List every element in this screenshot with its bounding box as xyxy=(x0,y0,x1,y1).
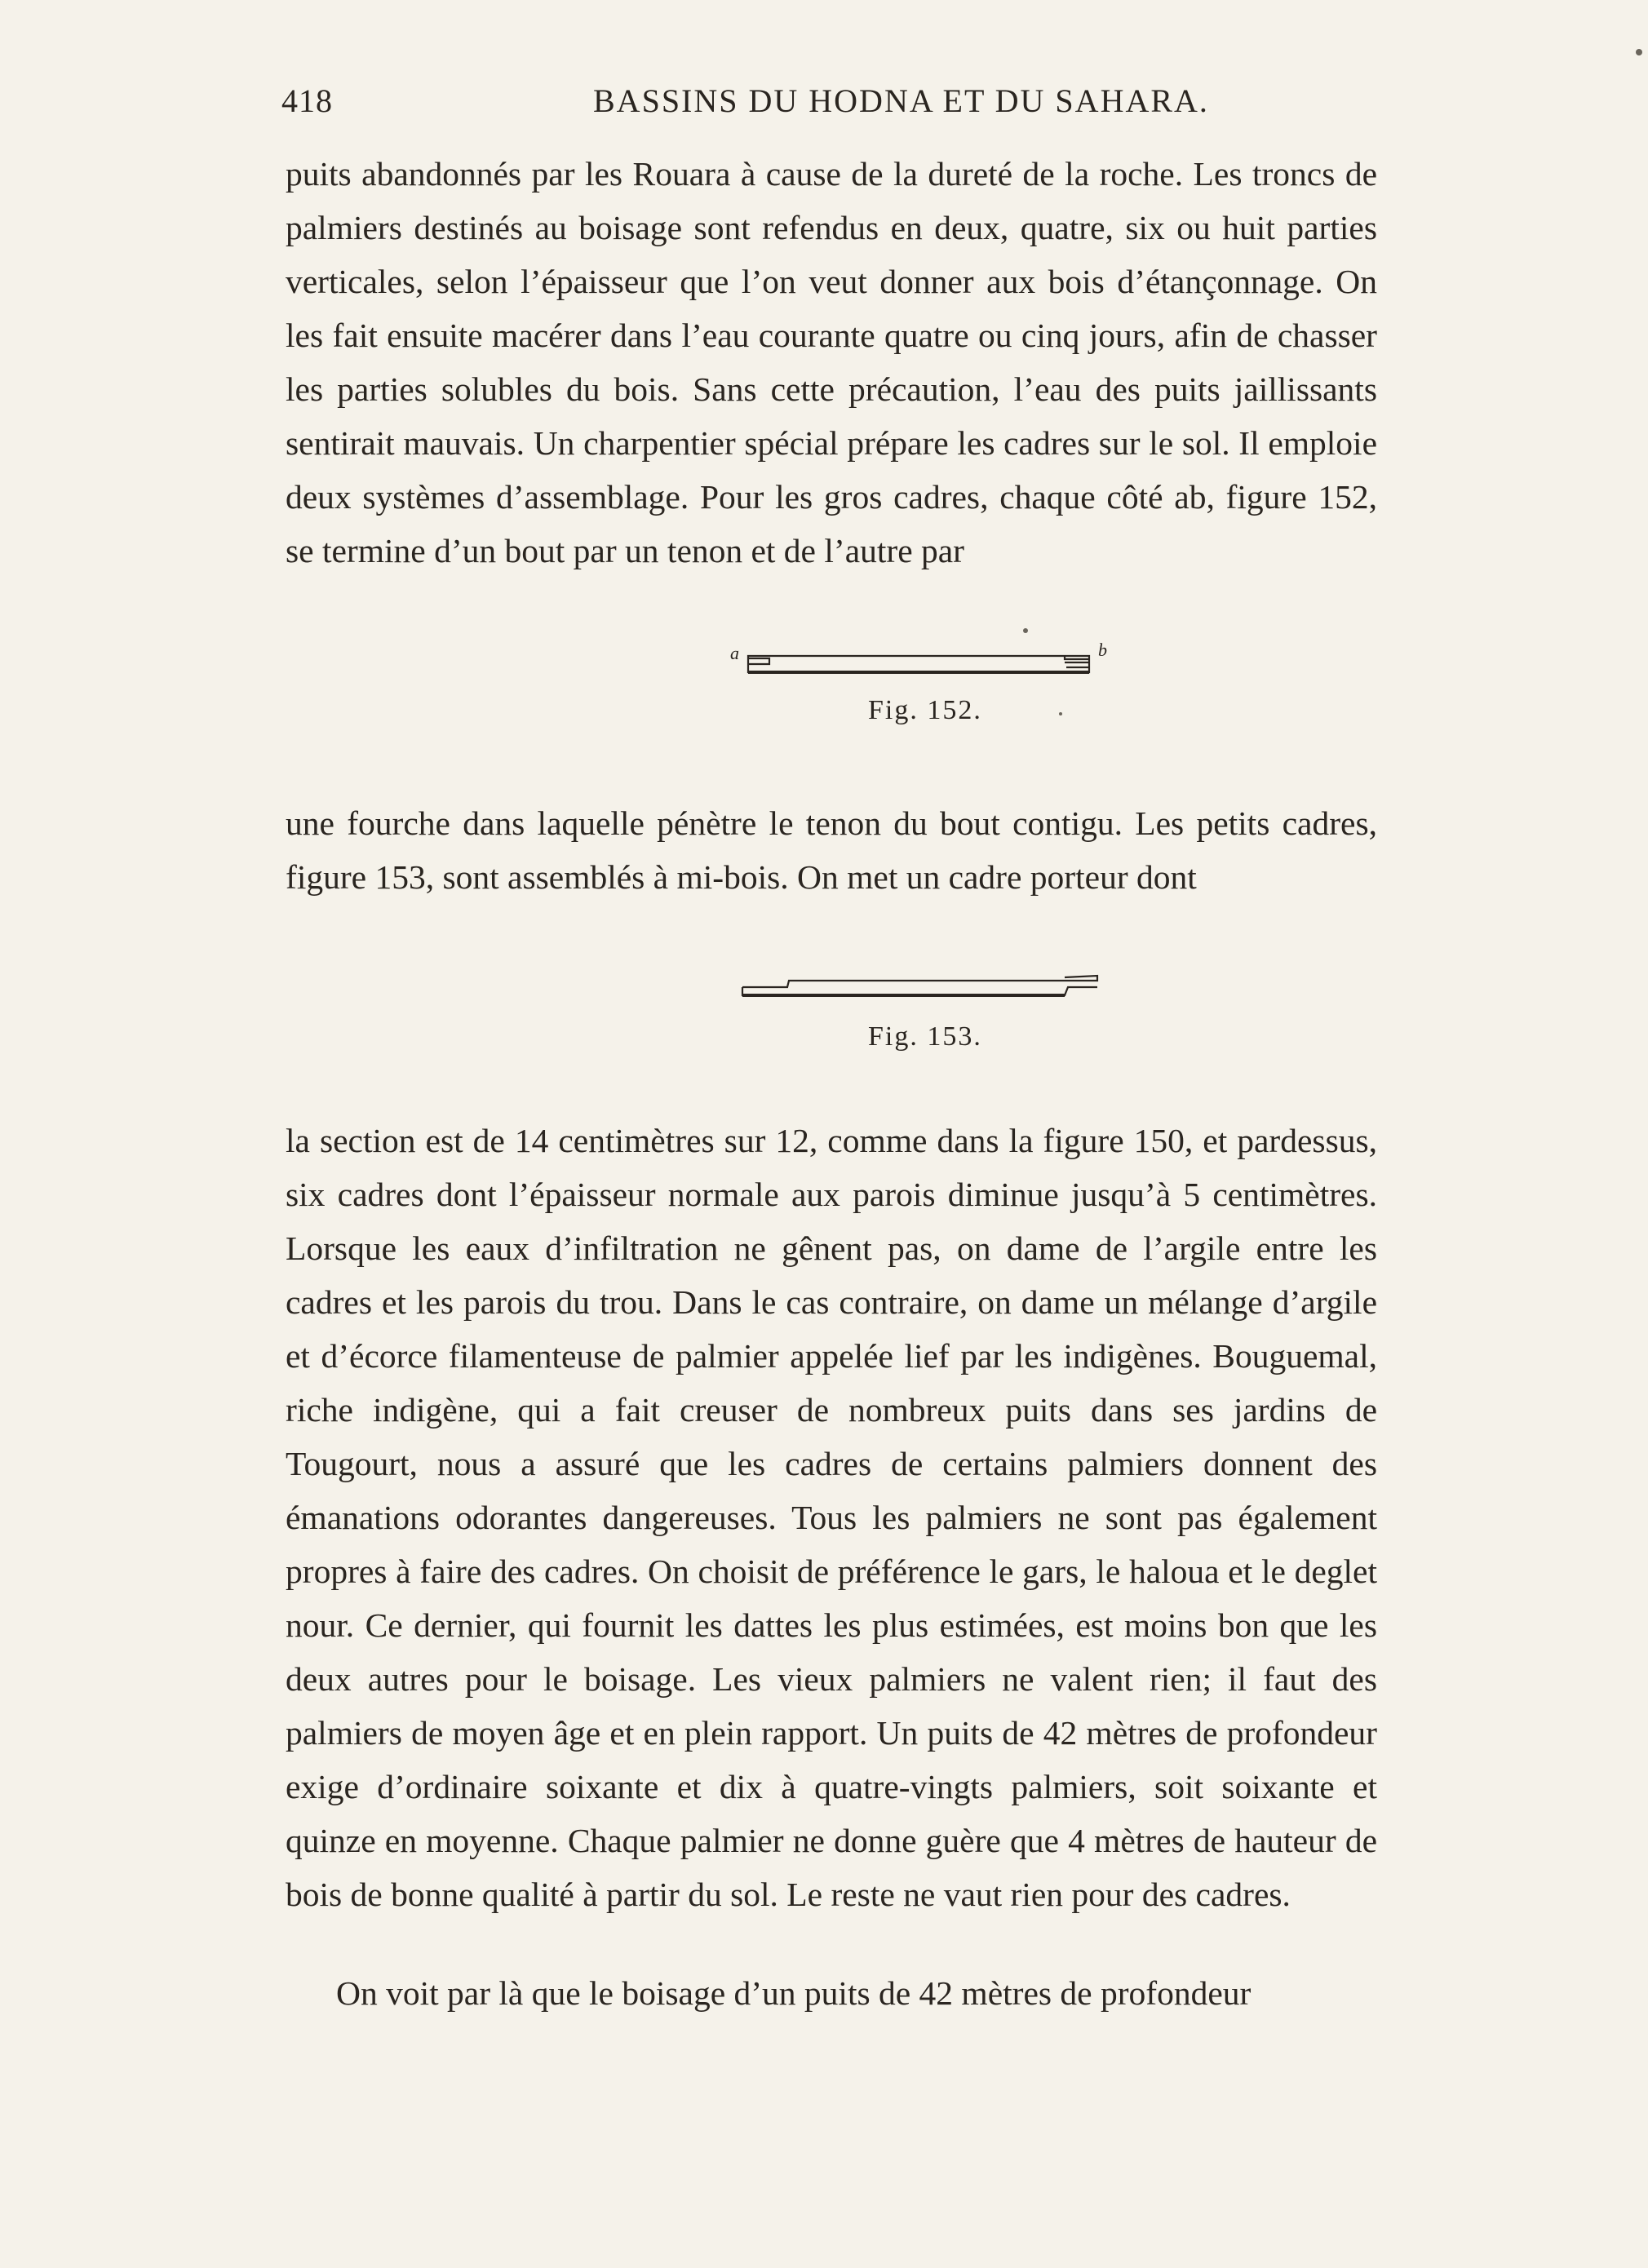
figure-152-caption: Fig. 152. xyxy=(868,695,982,725)
scan-speck xyxy=(1636,49,1642,55)
scan-speck xyxy=(1059,712,1062,715)
paragraph: puits abandonnés par les Rouara à cause de la dureté de la roche. Les troncs de palmiers destinés au boisage sont refendus en deux, quatre, six ou huit parties verticales, selon l’épaisseur que l’on veut donner aux bois d’étançonnage. On les fait ensuite macérer dans l’eau courante quatre ou cinq jours, afin de chasser les parties solubles du bois. Sans cette précaution, l’eau des puits jaillissants sentirait mauvais. Un charpentier spécial prépare les cadres sur le sol. Il emploie deux systèmes d’assemblage. Pour les gros cadres, chaque côté ab, figure 152, se termine d’un bout par un tenon et de l’autre par xyxy=(286,155,1377,569)
figure-153-caption: Fig. 153. xyxy=(868,1021,982,1052)
timber-frame-diagram xyxy=(730,638,1118,679)
scan-speck xyxy=(1023,628,1028,633)
paragraph: une fourche dans laquelle pénètre le tenon du bout contigu. Les petits cadres, figure 153, sont assemblés à mi-bois. On met un cadre porteur dont xyxy=(286,804,1377,896)
figure-152 xyxy=(730,638,1118,679)
page-number: 418 xyxy=(281,82,333,119)
running-head: BASSINS DU HODNA ET DU SAHARA. xyxy=(593,82,1209,119)
figure-153 xyxy=(738,969,1101,1002)
page-header xyxy=(281,82,1375,131)
half-lap-joint-diagram xyxy=(738,969,1101,1002)
figure-label-b: b xyxy=(1098,640,1107,660)
figure-label-a: a xyxy=(730,643,739,663)
paragraph: On voit par là que le boisage d’un puits de 42 mètres de profondeur xyxy=(336,1974,1252,2012)
paragraph: la section est de 14 centimètres sur 12, comme dans la figure 150, et pardessus, six cadres dont l’épaisseur normale aux parois diminue jusqu’à 5 centimètres. Lorsque les eaux d’infiltration ne gênent pas, on dame de l’argile entre les cadres et les parois du trou. Dans le cas contraire, on dame un mélange d’argile et d’écorce filamenteuse de palmier appelée lief par les indigènes. Bouguemal, riche indigène, qui a fait creuser de nombreux puits dans ses jardins de Tougourt, nous a assuré que les cadres de certains palmiers donnent des émanations odorantes dangereuses. Tous les palmiers ne sont pas également propres à faire des cadres. On choisit de préférence le gars, le haloua et le deglet nour. Ce dernier, qui fournit les dattes les plus estimées, est moins bon que les deux autres pour le boisage. Les vieux palmiers ne valent rien; il faut des palmiers de moyen âge et en plein rapport. Un puits de 42 mètres de profondeur exige d’ordinaire soixante et dix à quatre-vingts palmiers, soit soixante et quinze en moyenne. Chaque palmier ne donne guère que 4 mètres de hauteur de bois de bonne qualité à partir du sol. Le reste ne vaut rien pour des cadres. xyxy=(286,1122,1377,1913)
